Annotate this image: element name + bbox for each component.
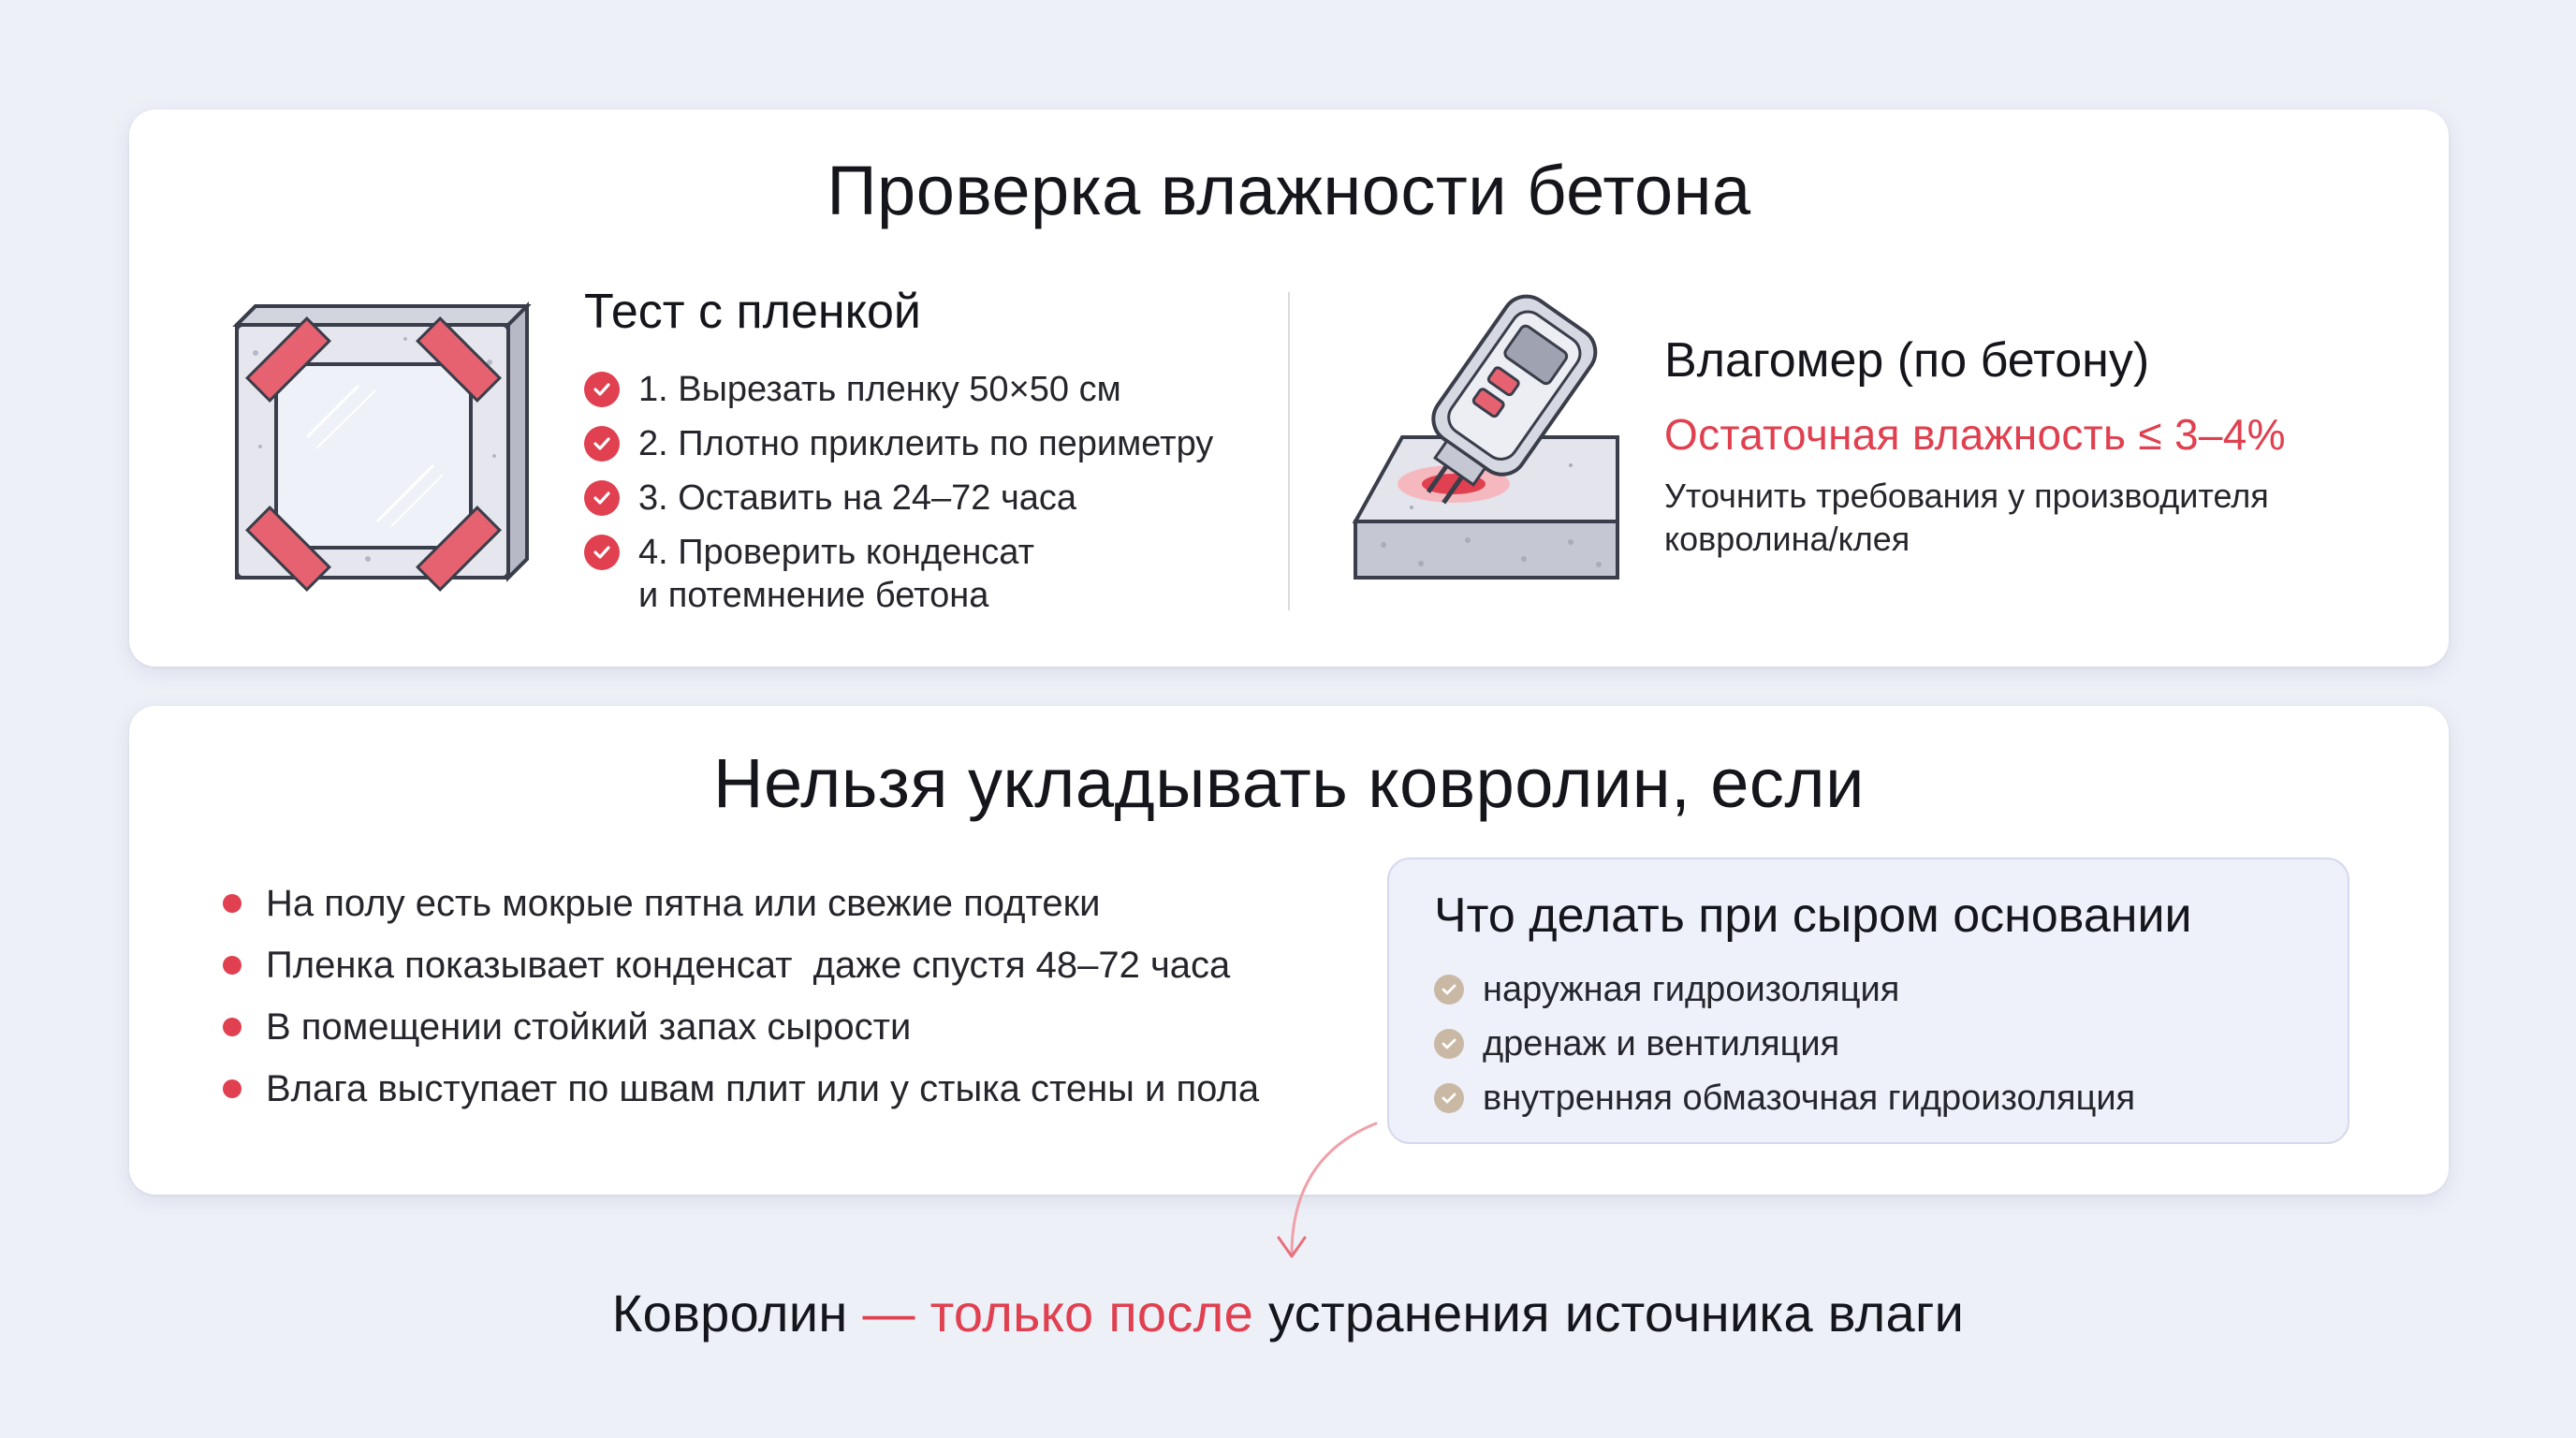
list-item — [1434, 1071, 2135, 1125]
bullet-icon — [223, 956, 242, 975]
footer-accent: — только после — [862, 1284, 1254, 1343]
bullet-icon — [223, 1079, 242, 1098]
step-text: 2. Плотно приклеить по периметру — [638, 424, 1214, 463]
curved-arrow-icon — [1264, 1114, 1385, 1273]
conditions-list — [223, 873, 1259, 1120]
bullet-icon — [223, 894, 242, 913]
check-icon — [1434, 975, 1464, 1005]
list-item — [1434, 962, 2135, 1017]
list-item — [223, 873, 1259, 934]
step-text: 3. Оставить на 24–72 часа — [638, 478, 1077, 518]
list-item — [223, 1058, 1259, 1120]
check-icon — [1434, 1083, 1464, 1113]
list-item — [584, 531, 1427, 617]
list-item — [1434, 1017, 2135, 1071]
bullet-icon — [223, 1018, 242, 1036]
condition-text: В помещении стойкий запах сырости — [266, 1005, 912, 1048]
footer-text-end: устранения источника влаги — [1253, 1284, 1965, 1343]
list-item — [223, 934, 1259, 996]
footer-conclusion — [0, 1283, 2576, 1343]
check-icon — [1434, 1029, 1464, 1059]
condition-text: На полу есть мокрые пятна или свежие подтеки — [266, 882, 1101, 924]
film-test-heading: Тест с пленкой — [584, 285, 921, 339]
list-item — [584, 477, 1427, 520]
meter-heading: Влагомер (по бетону) — [1664, 333, 2150, 388]
list-item — [584, 422, 1427, 465]
moisture-meter-section — [1664, 332, 2413, 561]
wet-base-item: внутренняя обмазочная гидроизоляция — [1483, 1078, 2136, 1118]
film-test-icon — [218, 287, 536, 606]
check-icon — [584, 426, 620, 462]
check-icon — [584, 480, 620, 516]
step-text: 4. Проверить конденсат и потемнение бетона — [638, 533, 1035, 615]
step-text: 1. Вырезать пленку 50×50 см — [638, 370, 1121, 409]
concrete-moisture-card — [129, 110, 2449, 667]
section-divider — [1288, 292, 1290, 610]
list-item — [223, 996, 1259, 1058]
card-title: Проверка влажности бетона — [827, 152, 1751, 229]
moisture-meter-icon — [1337, 287, 1646, 596]
film-test-section — [584, 284, 1427, 628]
wet-base-list — [1434, 962, 2135, 1125]
wet-base-item: наружная гидроизоляция — [1483, 969, 1900, 1009]
wet-base-heading: Что делать при сыром основании — [1434, 888, 2192, 943]
wet-base-box — [1387, 858, 2349, 1144]
check-icon — [584, 372, 620, 407]
card-title: Нельзя укладывать ковролин, если — [713, 744, 1865, 822]
condition-text: Влага выступает по швам плит или у стыка стены и пола — [266, 1067, 1260, 1109]
film-test-steps — [584, 368, 1427, 617]
wet-base-item: дренаж и вентиляция — [1483, 1023, 1840, 1064]
residual-moisture-value: Остаточная влажность ≤ 3–4% — [1664, 410, 2286, 459]
list-item — [584, 368, 1427, 411]
footer-text-start: Ковролин — [611, 1284, 863, 1343]
check-icon — [584, 535, 620, 570]
condition-text: Пленка показывает конденсат даже спустя 48–72 часа — [266, 944, 1231, 986]
meter-note: Уточнить требования у производителя ковролина/клея — [1664, 477, 2269, 558]
